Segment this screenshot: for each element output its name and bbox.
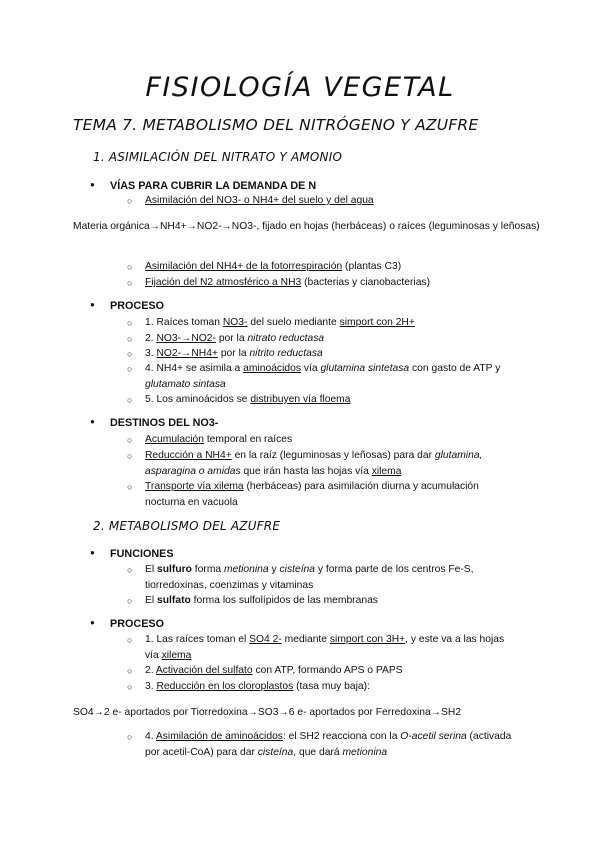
bullet-proceso-azufre: ● PROCESO <box>110 618 164 630</box>
bullet-vias: ● VÍAS PARA CUBRIR LA DEMANDA DE N <box>110 180 316 192</box>
document-title: FISIOLOGÍA VEGETAL <box>145 72 455 103</box>
topic-heading: TEMA 7. METABOLISMO DEL NITRÓGENO Y AZUFRE <box>73 116 479 134</box>
list-item: ○ Fijación del N2 atmosférico a NH3 (bacterias y cianobacterias) <box>145 275 515 291</box>
list-item: ○ 4. Asimilación de aminoácidos: el SH2 reacciona con la O-acetil serina (activada por acetil-CoA) para dar cisteína, que dará metionina <box>145 729 515 761</box>
list-item: ○ El sulfuro forma metionina y cisteína y forma parte de los centros Fe-S, tiorredoxinas, coenzimas y vitaminas <box>145 562 515 594</box>
list-item: ○ 1. Raíces toman NO3- del suelo mediante simport con 2H+ <box>145 315 515 331</box>
bullet-funciones: ● FUNCIONES <box>110 548 174 560</box>
list-item: ○ 3. NO2-→NH4+ por la nitrito reductasa <box>145 346 515 362</box>
list-item: ○ 4. NH4+ se asimila a aminoácidos vía glutamina sintetasa con gasto de ATP y glutamato sintasa <box>145 361 515 393</box>
list-item: ○ Asimilación del NH4+ de la fotorrespiración (plantas C3) <box>145 259 515 275</box>
paragraph-chain: SO4→2 e- aportados por Tiorredoxina→SO3→6 e- aportados por Ferredoxina→SH2 <box>73 707 462 718</box>
bullet-destinos: ● DESTINOS DEL NO3- <box>110 417 218 429</box>
list-item: ○ 1. Las raíces toman el SO4 2- mediante simport con 3H+, y este va a las hojas vía xilema <box>145 632 515 664</box>
section-heading-1: 1. ASIMILACIÓN DEL NITRATO Y AMONIO <box>93 150 343 164</box>
list-item: ○ Asimilación del NO3- o NH4+ del suelo y del agua <box>145 193 515 209</box>
list-item: ○ 5. Los aminoácidos se distribuyen vía floema <box>145 392 515 408</box>
list-item: ○ Acumulación temporal en raíces <box>145 432 515 448</box>
paragraph-materia: Materia orgánica→NH4+→NO2-→NO3-, fijado en hojas (herbáceas) o raíces (leguminosas y leñosas) <box>73 221 540 232</box>
list-item: ○ El sulfato forma los sulfolípidos de las membranas <box>145 593 515 609</box>
list-item: ○ 2. NO3-→NO2- por la nitrato reductasa <box>145 331 515 347</box>
list-item: ○ Transporte vía xilema (herbáceas) para asimilación diurna y acumulación nocturna en vacuola <box>145 479 515 511</box>
bullet-proceso: ● PROCESO <box>110 300 164 312</box>
list-item: ○ 2. Activación del sulfato con ATP, formando APS o PAPS <box>145 663 515 679</box>
section-heading-2: 2. METABOLISMO DEL AZUFRE <box>93 519 281 533</box>
list-item: ○ Reducción a NH4+ en la raíz (leguminosas y leñosas) para dar glutamina, asparagina o amidas que irán hasta las hojas vía xilema <box>145 448 515 480</box>
list-item: ○ 3. Reducción en los cloroplastos (tasa muy baja): <box>145 679 515 695</box>
